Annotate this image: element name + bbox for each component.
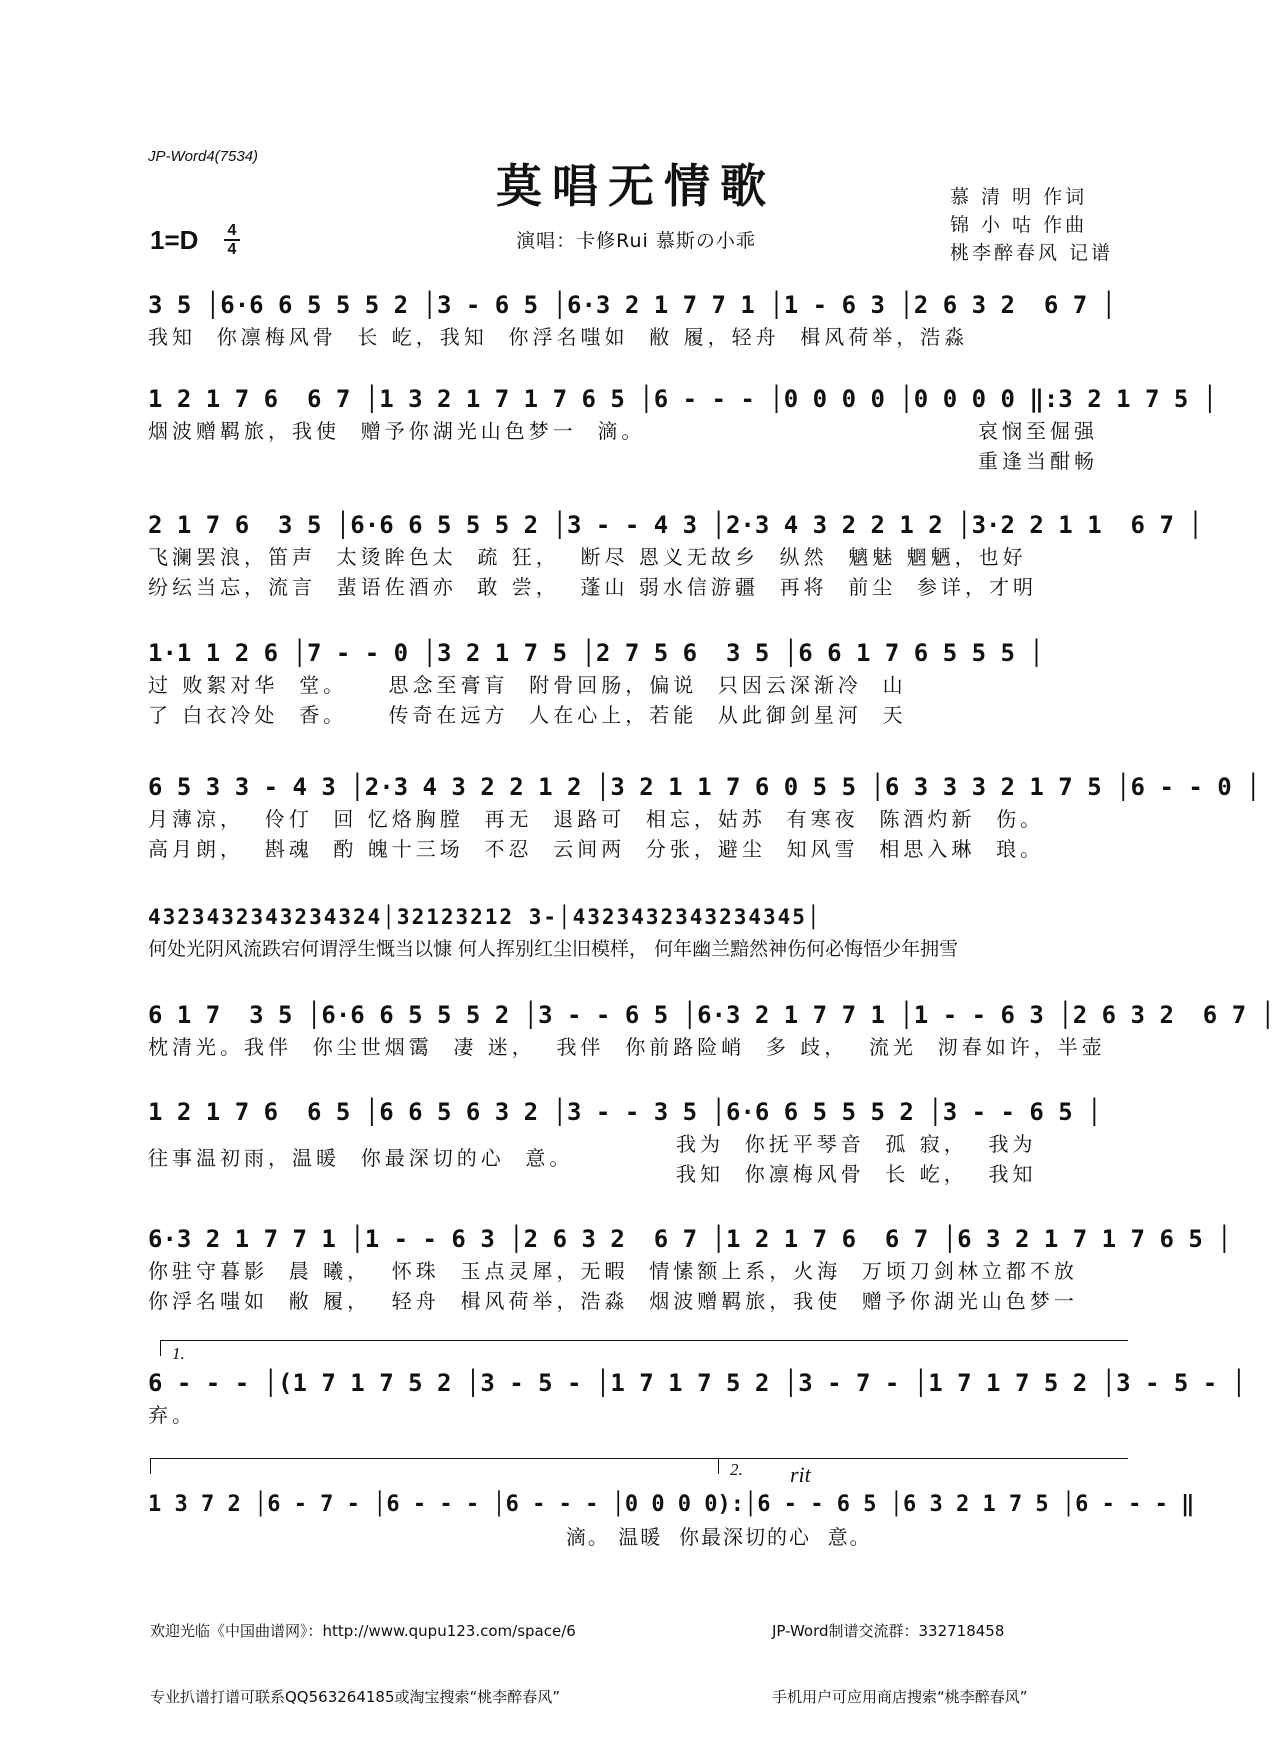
lyric-line-verse-1: 飞澜罢浪，笛声 太烫眸色太 疏 狂， 断尽 恩义无故乡 纵然 魑魅 魍魉，也好	[148, 545, 1027, 569]
lyric-line-verse-1: 过 败絮对华 堂。 思念至膏肓 附骨回肠，偏说 只因云深渐冷 山	[148, 673, 907, 697]
music-system-6	[148, 900, 1128, 964]
lyric-line: 滴。 温暖 你最深切的心 意。	[148, 1525, 872, 1549]
footer-site-line: 欢迎光临《中国曲谱网》：http://www.qupu123.com/space/6	[150, 1622, 576, 1640]
notation-line: 1·1 1 2 6 │7 - - 0 │3 2 1 7 5 │2 7 5 6 3 5 │6 6 1 7 6 5 5 5 │	[148, 639, 1044, 667]
lyric-line-verse-2: 纷纭当忘，流言 蜚语佐酒亦 敢 尝， 蓬山 弱水信游疆 再将 前尘 参详，才明	[148, 575, 1038, 599]
time-signature-bottom: 4	[227, 241, 237, 258]
music-system-1	[148, 288, 1128, 352]
music-system-9	[148, 1222, 1232, 1316]
first-ending-label: 1.	[172, 1344, 185, 1363]
key-signature: 1=D	[150, 225, 199, 255]
first-ending-bracket	[160, 1340, 1128, 1341]
notation-line: 6·3 2 1 7 7 1 │1 - - 6 3 │2 6 3 2 6 7 │1 2 1 7 6 6 7 │6 3 2 1 7 1 7 6 5 │	[148, 1225, 1232, 1253]
notation-line: 3 5 │6·6 6 5 5 5 2 │3 - 6 5 │6·3 2 1 7 7 1 │1 - 6 3 │2 6 3 2 6 7 │	[148, 291, 1117, 319]
lyric-line: 我知 你凛梅风骨 长 屹，我知 你浮名嗤如 敝 履，轻舟 楫风荷举，浩淼	[148, 325, 969, 349]
notation-line: 2 1 7 6 3 5 │6·6 6 5 5 5 2 │3 - - 4 3 │2·3 4 3 2 2 1 2 │3·2 2 1 1 6 7 │	[148, 511, 1203, 539]
time-signature-top: 4	[227, 222, 237, 239]
footer-right	[772, 1576, 1028, 1730]
composer-credit: 锦 小 咕 作曲	[950, 214, 1088, 236]
lyric-line-right-verse-1: 我为 你抚平琴音 孤 寂， 我为	[676, 1132, 1037, 1156]
notation-line: 1 2 1 7 6 6 5 │6 6 5 6 3 2 │3 - - 3 5 │6·6 6 5 5 5 2 │3 - - 6 5 │	[148, 1098, 1102, 1126]
second-ending-label: 2.	[730, 1460, 743, 1479]
music-system-2	[148, 382, 1218, 473]
first-ending-bracket-tick	[160, 1340, 161, 1356]
music-system-5	[148, 770, 1261, 864]
repeat-bracket-tick	[150, 1458, 151, 1474]
music-system-4	[148, 636, 1128, 730]
lyric-line-right-verse-2: 我知 你凛梅风骨 长 屹， 我知	[676, 1162, 1037, 1186]
notation-line: 6 1 7 3 5 │6·6 6 5 5 5 2 │3 - - 6 5 │6·3 2 1 7 7 1 │1 - - 6 3 │2 6 3 2 6 7 │	[148, 1001, 1276, 1029]
notation-line: 6 5 3 3 - 4 3 │2·3 4 3 2 2 1 2 │3 2 1 1 7 6 0 5 5 │6 3 3 3 2 1 7 5 │6 - - 0 │	[148, 773, 1261, 801]
lyric-line: 枕清光。我伴 你尘世烟霭 凄 迷， 我伴 你前路险峭 多 歧， 流光 沏春如许，半壶	[148, 1035, 1106, 1059]
page-title: 莫唱无情歌	[496, 159, 776, 213]
software-label: JP-Word4(7534)	[148, 148, 259, 165]
music-system-10	[148, 1366, 1247, 1430]
lyric-line: 往事温初雨，温暖 你最深切的心 意。	[148, 1146, 574, 1170]
second-ending-bracket	[718, 1458, 1128, 1459]
credits	[950, 183, 1113, 267]
lyric-line-verse-2: 了 白衣冷处 香。 传奇在远方 人在心上，若能 从此御剑星河 天	[148, 703, 907, 727]
lyricist-credit: 慕 清 明 作词	[950, 186, 1088, 208]
lyric-line-right-verse-2: 重逢当酣畅	[978, 449, 1098, 473]
music-system-7	[148, 998, 1276, 1062]
lyric-line: 烟波赠羁旅，我使 赠予你湖光山色梦一 滴。	[148, 419, 646, 443]
lyric-line-verse-1: 月薄凉， 伶仃 回 忆烙胸膛 再无 退路可 相忘，姑苏 有寒夜 陈酒灼新 伤。	[148, 807, 1045, 831]
notation-line: 1 3 7 2 │6 - 7 - │6 - - - │6 - - - │0 0 0 0):│6 - - 6 5 │6 3 2 1 7 5 │6 - - - ‖	[148, 1492, 1195, 1517]
lyric-line-verse-2: 你浮名嗤如 敝 履， 轻舟 楫风荷举，浩淼 烟波赠羁旅，我使 赠予你湖光山色梦一	[148, 1289, 1078, 1313]
notation-line: 6 - - - │(1 7 1 7 5 2 │3 - 5 - │1 7 1 7 5 2 │3 - 7 - │1 7 1 7 5 2 │3 - 5 - │	[148, 1369, 1247, 1397]
music-system-3	[148, 508, 1203, 602]
music-system-11	[148, 1488, 1195, 1552]
footer-group-line: JP-Word制谱交流群：332718458	[772, 1622, 1005, 1640]
lyric-line: 弃。	[148, 1403, 196, 1427]
notation-line: 4323432343234324│32123212 3-│4323432343234345│	[148, 905, 822, 929]
footer-app-line: 手机用户可应用商店搜索“桃李醉春风”	[772, 1688, 1028, 1706]
music-system-8	[148, 1095, 1128, 1186]
lyric-line: 何处光阴风流跌宕何谓浮生慨当以慷 何人挥别红尘旧模样， 何年幽兰黯然神伤何必悔悟少年拥雪	[148, 938, 959, 960]
footer-contact-line: 专业扒谱打谱可联系QQ563264185或淘宝搜索“桃李醉春风”	[150, 1688, 561, 1706]
lyric-line-verse-2: 高月朗， 斟魂 酌 魄十三场 不忍 云间两 分张，避尘 知风雪 相思入琳 琅。	[148, 837, 1045, 861]
ritardando-mark: rit	[790, 1462, 811, 1487]
time-signature	[224, 222, 240, 258]
repeat-bracket	[150, 1458, 720, 1459]
lyric-line-verse-1: 你驻守暮影 晨 曦， 怀珠 玉点灵犀，无暇 情愫额上系，火海 万顷刀剑林立都不放	[148, 1259, 1078, 1283]
notation-line: 1 2 1 7 6 6 7 │1 3 2 1 7 1 7 6 5 │6 - - - │0 0 0 0 │0 0 0 0 ‖:3 2 1 7 5 │	[148, 385, 1218, 413]
lyric-line-right-verse-1: 哀悯至倔强	[978, 419, 1098, 443]
second-ending-bracket-tick	[718, 1458, 719, 1474]
footer-left	[150, 1576, 576, 1730]
transcriber-credit: 桃李醉春风 记谱	[950, 242, 1114, 264]
singer-line: 演唱：卡修Rui 慕斯の小乖	[516, 230, 756, 252]
